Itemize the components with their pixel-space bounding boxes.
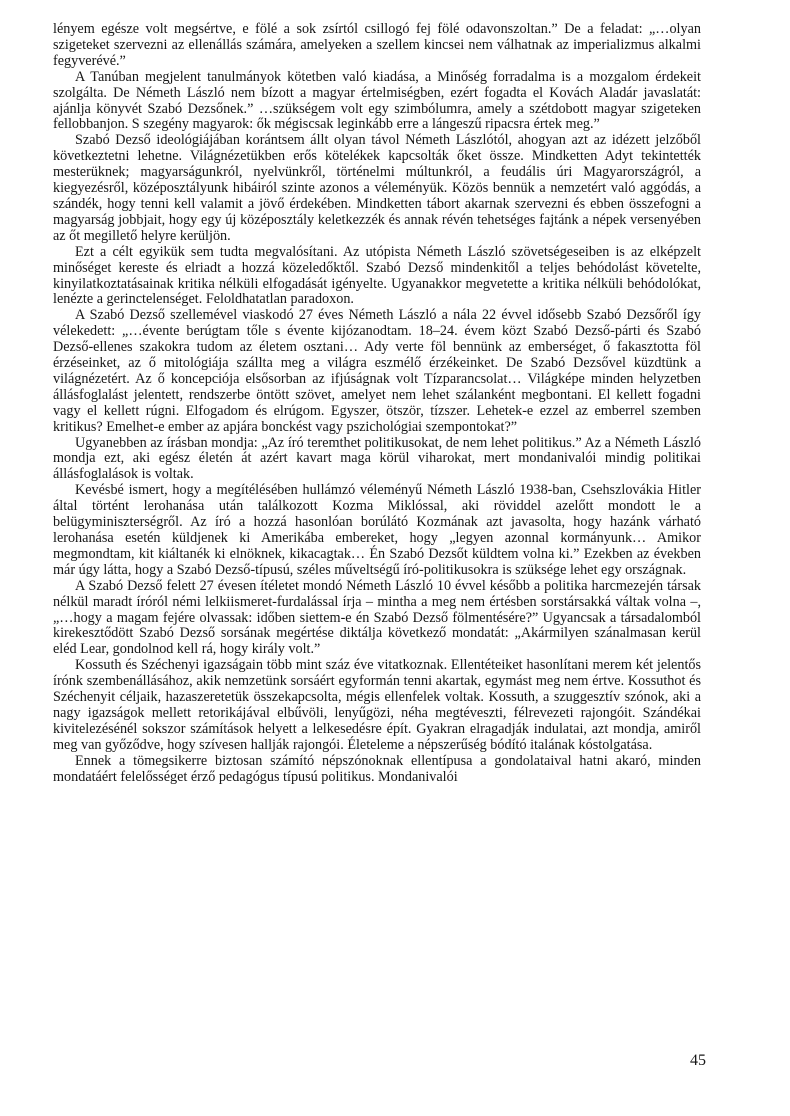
paragraph-continuation: lényem egésze volt megsértve, e fölé a sok zsírtól csillogó fej fölé odavonszoltan.” De a feladat: „…olyan szigeteket szervezni az ellenállás számára, amelyeken a szellem kincsei nem válhatnak az imperializmus alkalmi fegyverévé.” [53, 21, 701, 69]
page-number: 45 [690, 1052, 706, 1069]
paragraph: A Szabó Dezső szellemével viaskodó 27 éves Németh László a nála 22 évvel idősebb Szabó Dezsőről így vélekedett: „…évente berúgtam tőle s évente kijózanodtam. 18–24. évem közt Szabó Dezső-párti és Szabó Dezső-ellenes szakokra tudom az életem osztani… Ady verte föl bennünk az emberséget, ő fakasztotta föl érzéseinket, az ő mitológiája szállta meg a világra eszmélő érzékeinket. De Szabó Dezsővel küzdtünk a világnézetért. Az ő koncepciója elsősorban az ifjúságnak volt Tízparancsolat… Világképe minden helyzetben állásfoglalást jelentett, rendszerbe öntött szövet, amelyet nem lehet szálanként megbontani. El kellett fogadni vagy el kellett rúgni. Elfogadom és elrúgom. Egyszer, ötször, tízszer. Lehetek-e ezzel az emberrel szemben kritikus? Emelhet-e ember az apjára bonckést vagy pszichológiai szempontokat?” [53, 307, 701, 435]
paragraph: Kossuth és Széchenyi igazságain több mint száz éve vitatkoznak. Ellentéteiket hasonlítani merem két jelentős írónk szembenállásához, akik nemzetünk sorsáért egyformán tenni akartak, egymást meg nem értve. Kossuthot és Széchenyit céljaik, hazaszeretetük összekapcsolta, mégis ellenfelek voltak. Kossuth, a szuggesztív szónok, aki a nagy igazságok mellett retorikájával elbűvöli, lenyűgözi, néha megtéveszti, félrevezeti rajongóit. Szándékai kivitelezésénél sokszor számítások helyett a lelkesedésre épít. Gyakran elragadják indulatai, azt mondja, amiről meg van győződve, hogy szívesen hallják rajongói. Életeleme a népszerűség bódító italának kóstolgatása. [53, 657, 701, 753]
paragraph: Ezt a célt egyikük sem tudta megvalósítani. Az utópista Németh László szövetségeseiben is az elképzelt minőséget kereste és elriadt a hozzá közeledőktől. Szabó Dezső mindenkitől a teljes behódolást követelte, kinyilatkoztatásainak kritika nélküli elfogadását igényelte. Ugyanakkor megvetette a kritika nélküli behódolókat, lenézte a gerinctelenséget. Feloldhatatlan paradoxon. [53, 243, 701, 308]
paragraph: Szabó Dezső ideológiájában korántsem állt olyan távol Németh Lászlótól, ahogyan azt az idézett jelzőből következtetni lehetne. Világnézetükben erős kötelékek kapcsolták őket össze. Mindketten Adyt tekintették mesterüknek; magyarságunkról, nyelvünkről, történelmi múltunkról, a feudális úri Magyarországról, a kiegyezésről, középosztályunk hibáiról szinte azonos a véleményük. Közös bennük a nemzetért való aggódás, a szándék, hogy tenni kell valamit a jövő érdekében. Mindketten tábort akarnak szervezni és ebben összefogni a magyarság jobbjait, hogy egy új középosztály keletkezzék és annak révén tehetséges fajtánk a népek versenyében az őt megillető helyre kerüljön. [53, 132, 701, 244]
page-text-body [53, 22, 701, 786]
paragraph: Ugyanebben az írásban mondja: „Az író teremthet politikusokat, de nem lehet politikus.” Az a Németh László mondja ezt, aki egész életén át azért kavart maga körül viharokat, mert mondanivalói mindig politikai állásfoglalások is voltak. [53, 434, 701, 483]
paragraph: Ennek a tömegsikerre biztosan számító népszónoknak ellentípusa a gondolataival hatni akaró, minden mondatáért felelősséget érző pedagógus típusú politikus. Mondanivalói [53, 752, 701, 785]
paragraph: A Szabó Dezső felett 27 évesen ítéletet mondó Németh László 10 évvel később a politika harcmezején társak nélkül maradt íróról némi lelkiismeret-furdalással írja – mintha a meg nem értésben sorstársakká váltak volna –, „…hogy a magam fejére olvassak: időben siettem-e én Szabó Dezső fölmentésére?” Ugyancsak a társadalomból kirekesztődött Szabó Dezső sorsának megértése diktálja következő mondatát: „Akármilyen szánalmasan kerül eléd Lear, gondolnod kell rá, hogy király volt.” [53, 577, 701, 658]
paragraph: Kevésbé ismert, hogy a megítélésében hullámzó véleményű Németh László 1938-ban, Csehszlovákia Hitler által történt lerohanása után találkozott Kozma Miklóssal, aki röviddel azelőtt mondott le a belügyminiszterségről. Az író a hozzá hasonlóan borúlátó Kozmának azt javasolta, hogy hazánk várható lerohanása esetén küldjenek ki Amerikába embereket, hogy „legyen azonnal kormányunk… Amikor megmondtam, kit kiáltanék ki elnöknek, kikacagtak… Én Szabó Dezsőt küldtem volna ki.” Ezekben az években már úgy látta, hogy a Szabó Dezső-típusú, széles műveltségű író-politikusokra is szüksége lehet egy országnak. [53, 482, 701, 578]
paragraph: A Tanúban megjelent tanulmányok kötetben való kiadása, a Minőség forradalma is a mozgalom érdekeit szolgálta. De Németh László nem bízott a magyar értelmiségben, ezért fogadta el Kovách Aladár javaslatát: ajánlja könyvét Szabó Dezsőnek.” …szükségem volt egy szimbólumra, amely a szétdobott magyar szigeteken fellobbanjon. S szegény magyarok: ők mégiscsak leginkább erre a lángeszű ripacsra értek meg.” [53, 68, 701, 133]
